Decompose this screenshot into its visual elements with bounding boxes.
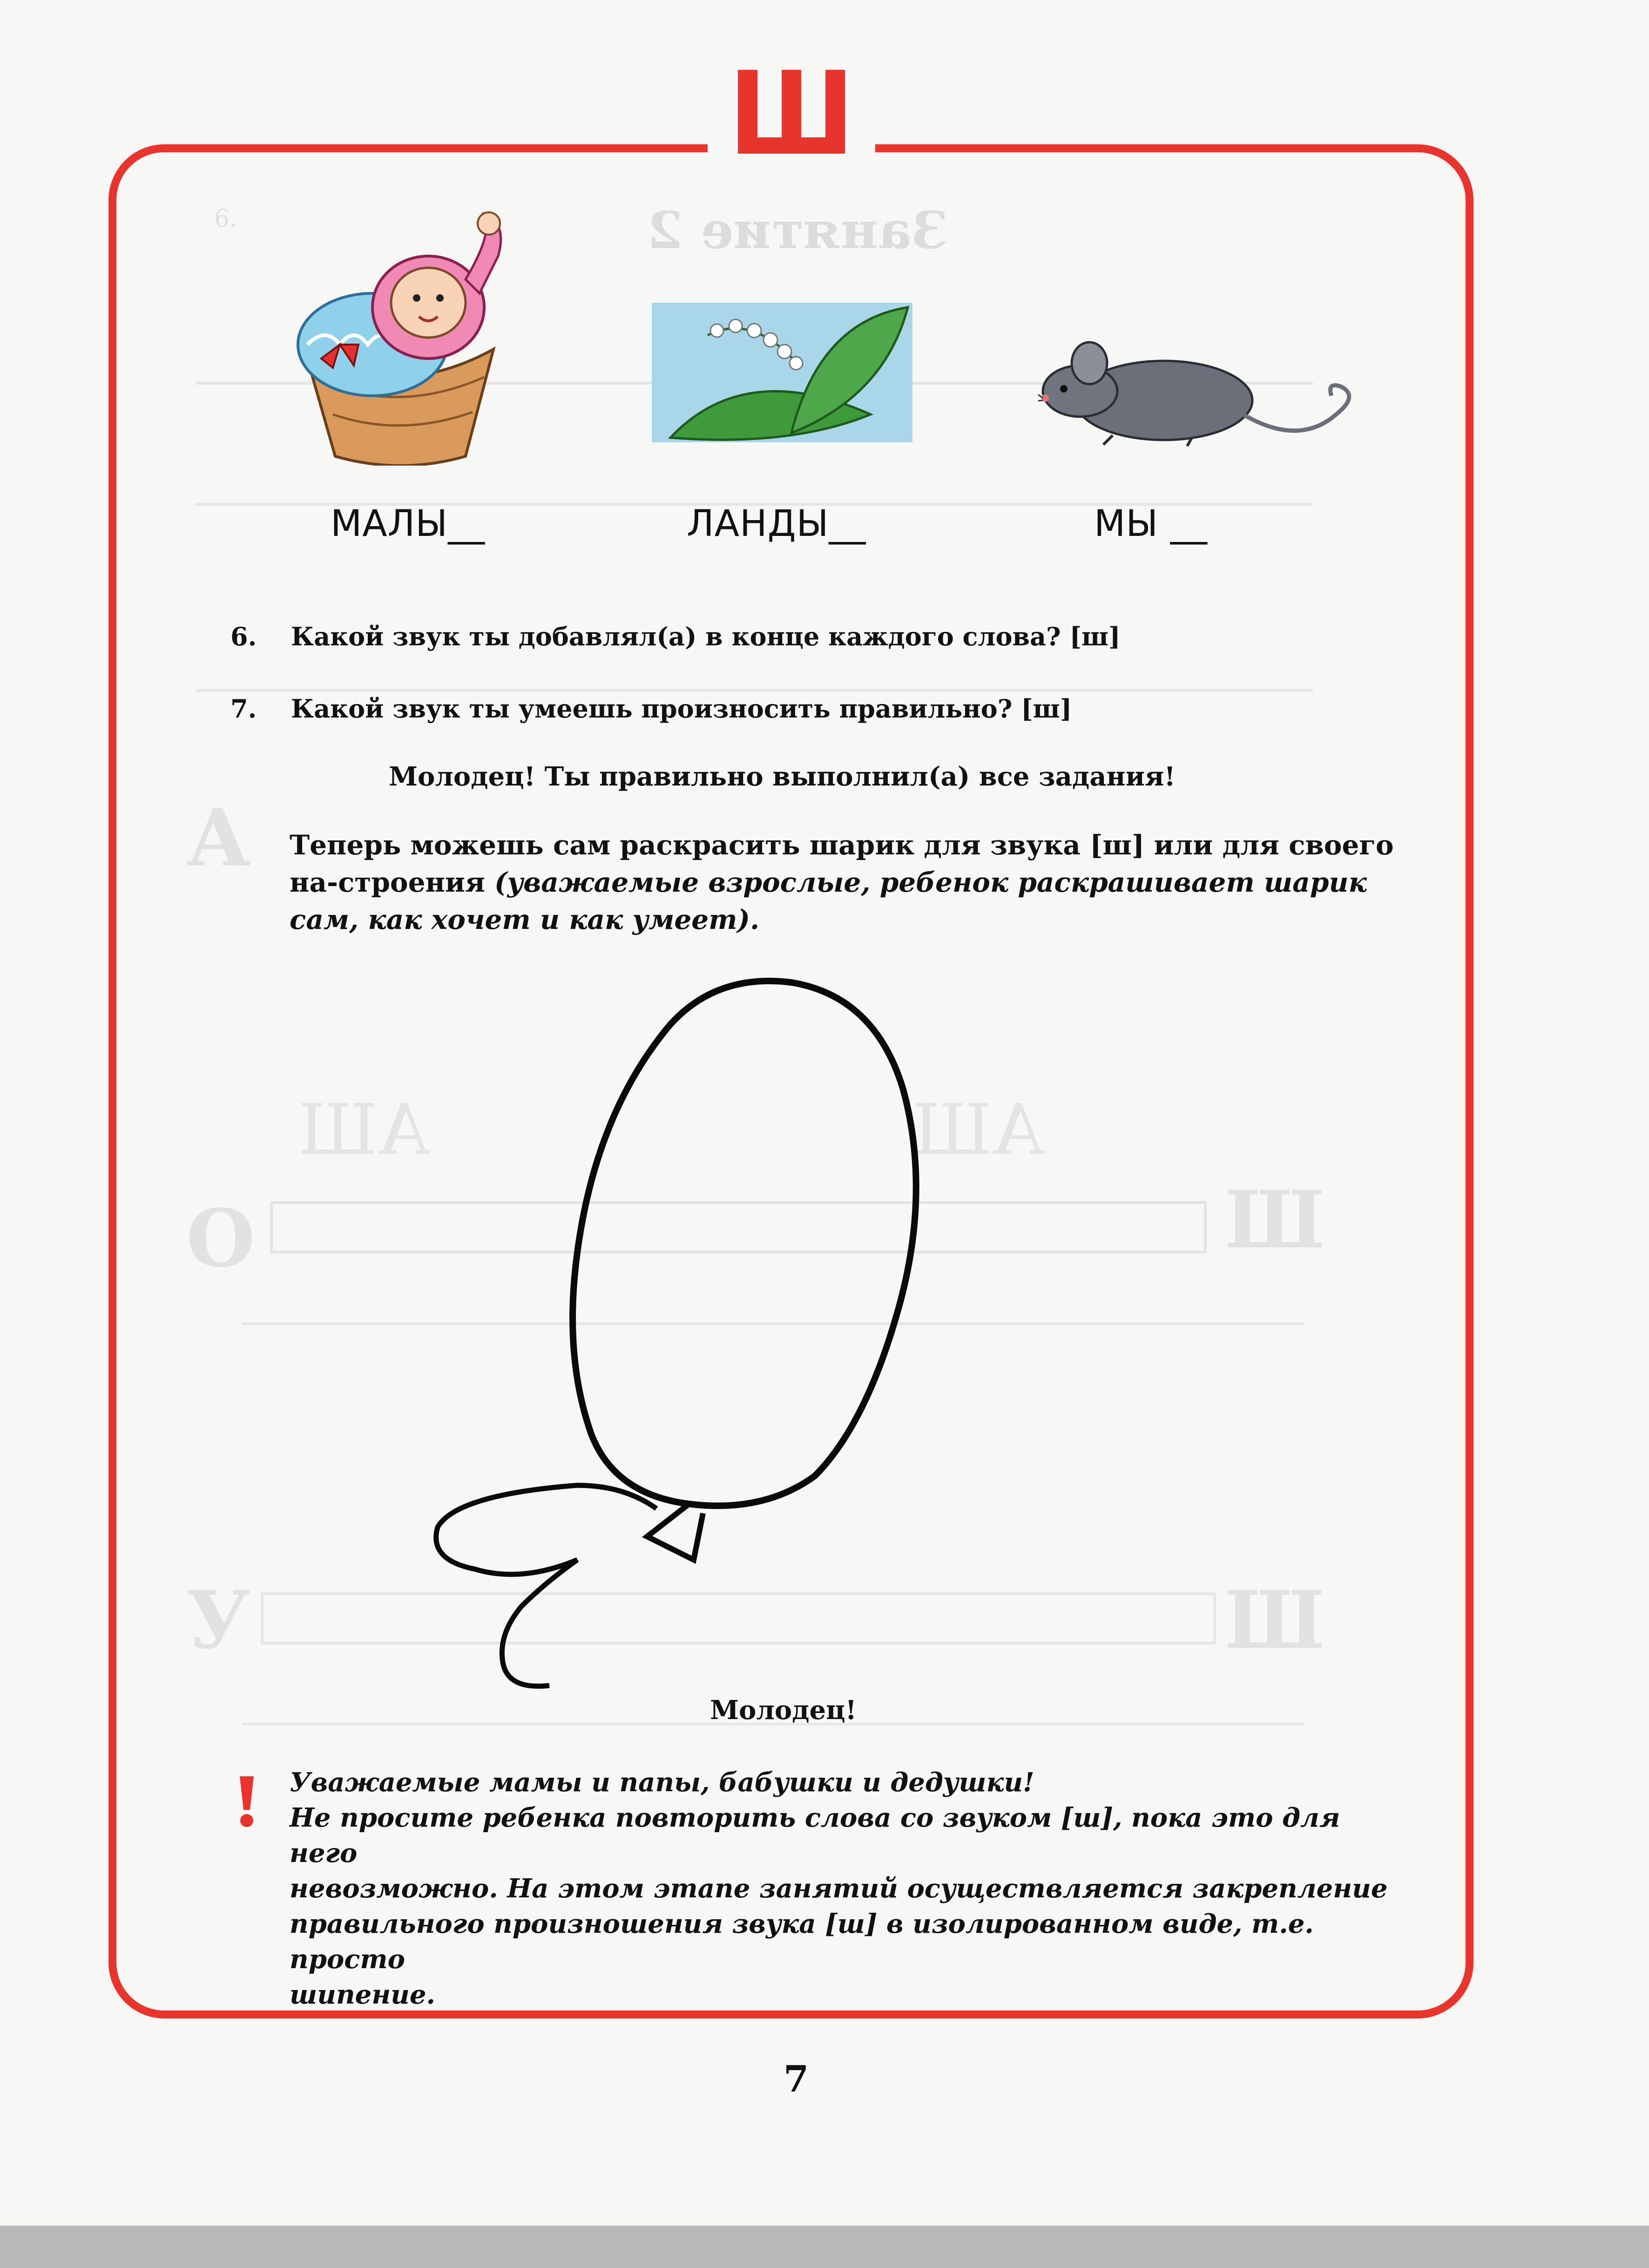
exclamation-icon xyxy=(235,1776,258,1828)
question-6 xyxy=(230,622,1121,651)
praise-heading: Молодец! Ты правильно выполнил(а) все задания! xyxy=(389,761,1176,792)
word-lily: ЛАНДЫ__ xyxy=(687,503,866,545)
mouse-icon xyxy=(1038,335,1364,447)
note-line: Не просите ребенка повторить слова со звуком [ш], пока это для него xyxy=(290,1802,1340,1869)
note-line: шипение. xyxy=(290,1979,435,2010)
note-line: правильного произношения звука [ш] в изолированном виде, т.е. просто xyxy=(290,1909,1314,1975)
praise-short: Молодец! xyxy=(710,1695,857,1726)
instruction-paragraph xyxy=(290,826,1407,938)
page-number: 7 xyxy=(783,2058,809,2100)
note-line: Уважаемые мамы и папы, бабушки и дедушки! xyxy=(290,1767,1034,1798)
note-line: невозможно. На этом этапе занятий осуществляется закрепление xyxy=(290,1873,1388,1904)
instruction-main: Теперь можешь сам раскрасить шарик для звука [ш] или для своего на-строения xyxy=(290,829,1394,898)
balloon-icon xyxy=(428,973,1071,1699)
question-number: 6. xyxy=(230,622,257,651)
parents-note xyxy=(290,1765,1416,2012)
question-7 xyxy=(230,694,1072,724)
letter-sh-icon xyxy=(738,70,845,154)
word-baby: МАЛЫ__ xyxy=(331,503,486,545)
word-mouse: МЫ __ xyxy=(1094,503,1208,545)
instruction-aside: (уважаемые взрослые, ребенок раскрашивает шарик сам, как хочет и как умеет). xyxy=(290,867,1367,935)
question-number: 7. xyxy=(230,694,257,724)
lily-of-the-valley-icon xyxy=(652,293,912,447)
bleed-through-text: Занятие 2 6. А О У Ш Ш АШ АШ xyxy=(0,0,1649,2268)
question-text: Какой звук ты умеешь произносить правильно? [ш] xyxy=(291,694,1072,724)
question-text: Какой звук ты добавлял(а) в конце каждого слова? [ш] xyxy=(291,622,1121,651)
baby-cradle-icon xyxy=(289,205,512,466)
